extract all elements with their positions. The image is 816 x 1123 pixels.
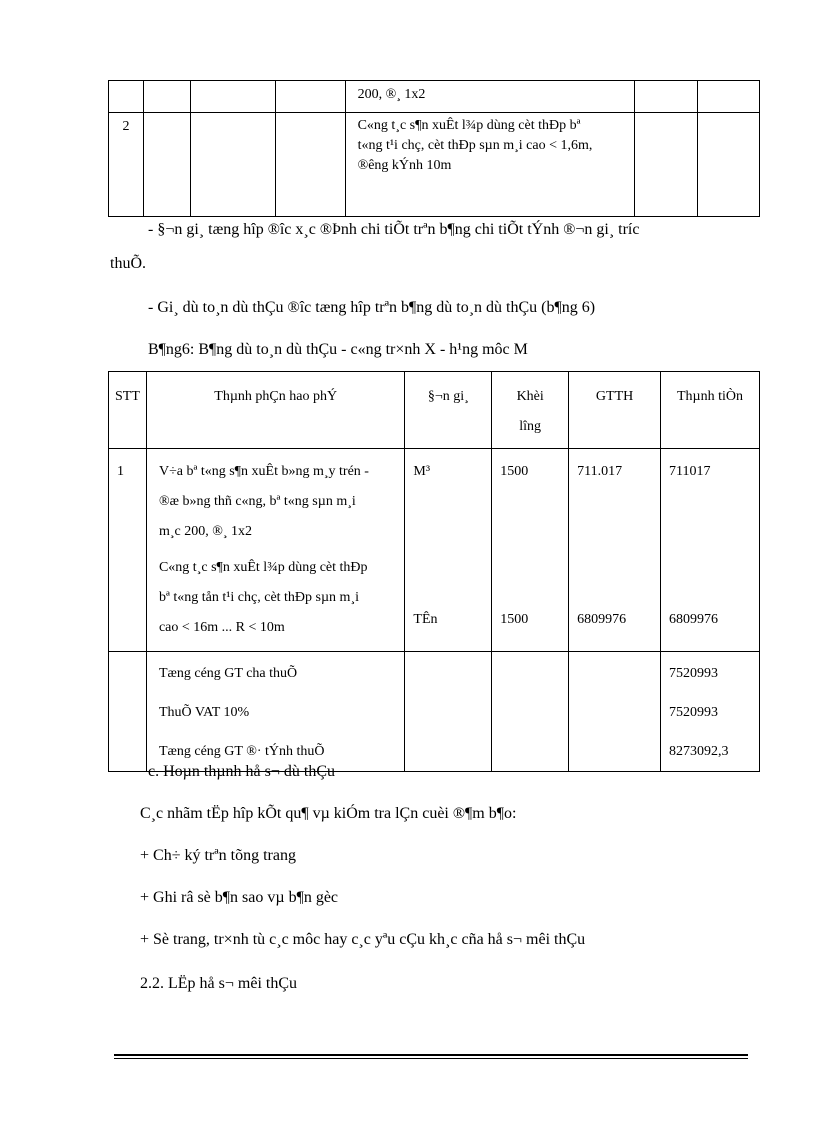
row-stt: 1 bbox=[109, 449, 147, 652]
list-item: + Ch÷ ký trªn tõng trang bbox=[140, 847, 296, 864]
header-component: Thµnh phÇn hao phÝ bbox=[146, 372, 404, 449]
continued-table bbox=[108, 80, 760, 217]
paragraph-unit-price: - §¬n gi¸ tæng hîp ®îc x¸c ®Þnh chi tiÕt trªn b¶ng chi tiÕt tÝnh ®¬n gi¸ tríc bbox=[148, 221, 640, 238]
row-unit: M³ TÊn bbox=[405, 449, 492, 652]
table-row bbox=[109, 113, 760, 217]
header-gtth: GTTH bbox=[569, 372, 661, 449]
row-gtth: 711.017 6809976 bbox=[569, 449, 661, 652]
header-stt: STT bbox=[109, 372, 147, 449]
header-quantity: Khèi lîng bbox=[492, 372, 569, 449]
section-heading: 2.2. LËp hå s¬ mêi thÇu bbox=[140, 975, 298, 992]
row-amount: 711017 6809976 bbox=[661, 449, 760, 652]
list-item: + Sè trang, tr×nh tù c¸c môc hay c¸c yªu cÇu kh¸c cña hå s¬ mêi thÇu bbox=[140, 931, 586, 948]
table-cell-description: C«ng t¸c s¶n xuÊt l¾p dùng cèt thÐp bª t«ng t¹i chç, cèt thÐp sµn m¸i cao < 1,6m, ®êng kÝnh 10m bbox=[345, 113, 635, 217]
header-amount: Thµnh tiÒn bbox=[661, 372, 760, 449]
list-item: + Ghi râ sè b¶n sao vµ b¶n gèc bbox=[140, 889, 339, 906]
table-row bbox=[109, 449, 760, 652]
paragraph-unit-price-cont: thuÕ. bbox=[110, 255, 146, 272]
header-unit-price: §¬n gi¸ bbox=[405, 372, 492, 449]
table-cell-description: 200, ®¸ 1x2 bbox=[345, 81, 635, 113]
totals-values: 7520993 7520993 8273092,3 bbox=[661, 652, 760, 772]
table-header-row bbox=[109, 372, 760, 449]
totals-labels: Tæng céng GT cha thuÕ ThuÕ VAT 10% Tæng céng GT ®· tÝnh thuÕ bbox=[146, 652, 404, 772]
table-row-totals bbox=[109, 652, 760, 772]
footer-rule-thin bbox=[114, 1058, 748, 1059]
table-row bbox=[109, 81, 760, 113]
table-cell-number: 2 bbox=[109, 113, 144, 217]
paragraph-intro: C¸c nhãm tËp hîp kÕt qu¶ vµ kiÓm tra lÇn cuèi ®¶m b¶o: bbox=[140, 805, 517, 822]
row-description: V÷a bª t«ng s¶n xuÊt b»ng m¸y trén - ®æ b»ng thñ c«ng, bª t«ng sµn m¸i m¸c 200, ®¸ 1x2 C«ng t¸c s¶n xuÊt l¾p dùng cèt thÐp bª t«ng tån t¹i chç, cèt thÐp sµn m¸i cao < 16m ... R < 10m bbox=[146, 449, 404, 652]
bid-estimate-table bbox=[108, 371, 760, 772]
paragraph-bid-price: - Gi¸ dù to¸n dù thÇu ®îc tæng hîp trªn b¶ng dù to¸n dù thÇu (b¶ng 6) bbox=[148, 299, 596, 316]
section-c-title: c. Hoµn thµnh hå s¬ dù thÇu bbox=[148, 763, 336, 780]
table-caption: B¶ng6: B¶ng dù to¸n dù thÇu - c«ng tr×nh X - h¹ng môc M bbox=[148, 341, 528, 358]
footer-rule-thick bbox=[114, 1054, 748, 1056]
row-quantity: 1500 1500 bbox=[492, 449, 569, 652]
